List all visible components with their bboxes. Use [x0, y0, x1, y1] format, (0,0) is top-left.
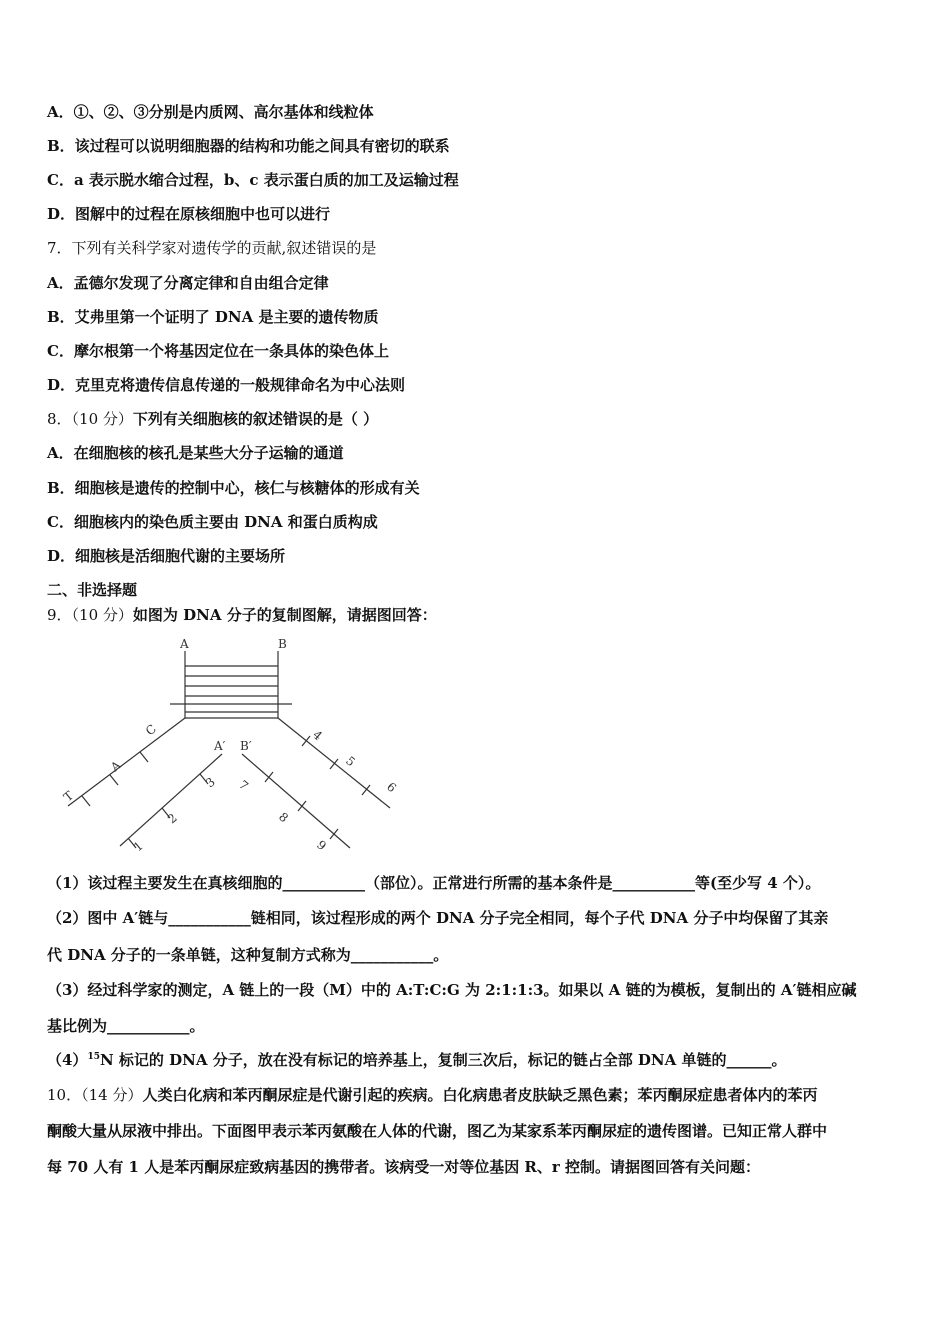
q9-number: 9．（10 分） — [47, 606, 133, 624]
q9-sub3-line2: 基比例为___________。 — [47, 1017, 205, 1035]
tick — [82, 796, 90, 806]
q6-option-d: D．图解中的过程在原核细胞中也可以进行 — [47, 205, 331, 223]
q9-sub4-prefix: （4） — [47, 1051, 88, 1069]
label-7: 7 — [236, 777, 251, 794]
left-outer-strand — [68, 718, 185, 806]
tick — [110, 775, 118, 785]
q9-sub4-superscript: 15 — [87, 1052, 100, 1062]
q8-option-a: A．在细胞核的核孔是某些大分子运输的通道 — [47, 444, 344, 462]
dna-replication-diagram — [60, 636, 420, 861]
right-outer-strand — [278, 718, 390, 808]
q9-sub1: （1）该过程主要发生在真核细胞的___________（部位）。正常进行所需的基本条件是___________等(至少写 4 个）。 — [47, 874, 821, 892]
q8-option-b: B．细胞核是遗传的控制中心，核仁与核糖体的形成有关 — [47, 479, 420, 497]
label-a-prime: A′ — [214, 739, 226, 753]
label-a: A — [180, 637, 189, 651]
tick — [298, 801, 306, 811]
label-8: 8 — [276, 809, 291, 826]
q6-option-b: B．该过程可以说明细胞器的结构和功能之间具有密切的联系 — [47, 137, 450, 155]
q10-line2: 酮酸大量从尿液中排出。下面图甲表示苯丙氨酸在人体的代谢，图乙为某家系苯丙酮尿症的遗传图谱。已知正常人群中 — [47, 1122, 828, 1140]
label-6: 6 — [384, 779, 399, 796]
label-b-prime: B′ — [240, 739, 252, 753]
label-t-base: T — [60, 788, 77, 805]
section-title: 二、非选择题 — [47, 581, 138, 599]
q9-sub4 — [47, 1050, 787, 1070]
q9-stem-line — [47, 605, 437, 625]
q10-line1 — [47, 1085, 817, 1105]
q10-line3: 每 70 人有 1 人是苯丙酮尿症致病基因的携带者。该病受一对等位基因 R、r 控制。请据图回答有关问题： — [47, 1158, 761, 1176]
label-2: 2 — [164, 810, 180, 827]
q8-stem: 下列有关细胞核的叙述错误的是（ ） — [132, 410, 379, 428]
label-b: B — [278, 637, 287, 651]
q8-option-c: C．细胞核内的染色质主要由 DNA 和蛋白质构成 — [47, 513, 378, 531]
q9-sub3-line1: （3）经过科学家的测定，A 链上的一段（M）中的 A:T:C:G 为 2:1:1:3。如果以 A 链的为模板，复制出的 A′链相应碱 — [47, 981, 857, 999]
q7-option-c: C．摩尔根第一个将基因定位在一条具体的染色体上 — [47, 342, 389, 360]
q7-option-b: B．艾弗里第一个证明了 DNA 是主要的遗传物质 — [47, 308, 379, 326]
q8-stem-line — [47, 409, 378, 429]
q9-sub2-line2: 代 DNA 分子的一条单链，这种复制方式称为___________。 — [47, 946, 449, 964]
label-5: 5 — [343, 753, 358, 770]
q8-number: 8．（10 分） — [47, 410, 133, 428]
label-9: 9 — [314, 837, 329, 854]
q9-stem: 如图为 DNA 分子的复制图解，请据图回答： — [132, 606, 437, 624]
q7-option-d: D．克里克将遗传信息传递的一般规律命名为中心法则 — [47, 376, 406, 394]
q9-sub2-line1: （2）图中 A′链与___________链相同，该过程形成的两个 DNA 分子完全相同，每个子代 DNA 分子中均保留了其亲 — [47, 909, 829, 927]
label-4: 4 — [310, 727, 325, 744]
q7-option-a: A．孟德尔发现了分离定律和自由组合定律 — [47, 274, 329, 292]
q9-sub4-text: N 标记的 DNA 分子，放在没有标记的培养基上，复制三次后，标记的链占全部 DNA 单链的______。 — [99, 1051, 787, 1069]
q10-line1-text: 人类白化病和苯丙酮尿症是代谢引起的疾病。白化病患者皮肤缺乏黑色素；苯丙酮尿症患者体内的苯丙 — [142, 1086, 818, 1104]
label-c: C — [142, 721, 159, 739]
left-new-strand — [120, 754, 222, 846]
tick — [140, 752, 148, 762]
dna-replication-svg — [60, 636, 420, 861]
q7-stem: 7．下列有关科学家对遗传学的贡献,叙述错误的是 — [47, 239, 377, 257]
q8-option-d: D．细胞核是活细胞代谢的主要场所 — [47, 547, 286, 565]
q6-option-c: C．a 表示脱水缩合过程，b、c 表示蛋白质的加工及运输过程 — [47, 171, 459, 189]
label-a-base: A — [107, 757, 124, 775]
label-1: 1 — [130, 838, 146, 855]
q6-option-a: A．①、②、③分别是内质网、高尔基体和线粒体 — [47, 103, 374, 121]
q10-number: 10．（14 分） — [47, 1086, 143, 1104]
tick — [330, 829, 338, 839]
label-3: 3 — [202, 774, 218, 791]
